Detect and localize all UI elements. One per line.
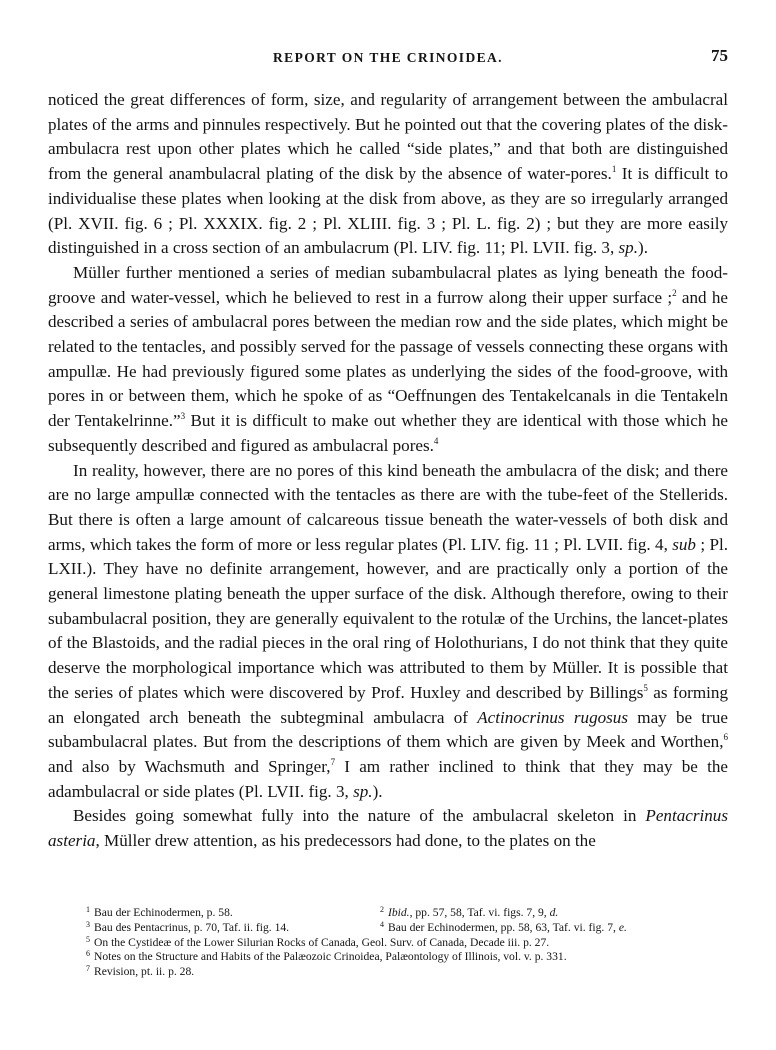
running-head: REPORT ON THE CRINOIDEA. (273, 50, 503, 65)
text-run: noticed the great differences of form, size, and regularity of arrangement between the ambulacral plates of the arms and pinnules respectively. But he pointed out that the covering plates of the disk-ambulacra rest upon other plates which he called “side plates,” and that both are distinguished from the general anambulacral plating of the disk by the absence of water-pores. (48, 90, 728, 184)
text-run: ). (372, 781, 383, 801)
footnote-mark: 3 (86, 919, 90, 929)
footnote-text: On the Cystideæ of the Lower Silurian Rocks of Canada, Geol. Surv. of Canada, Decade iii. p. 27. (94, 935, 550, 949)
body-text (48, 88, 728, 854)
text-run: ; Pl. LXII.). They have no definite arrangement, however, and are practically only a portion of the general limestone plating beneath the upper surface of the disk. Although therefore, owing to their subambulacral position, they are generally equivalent to the rotulæ of the Urchins, the lancet-plates of the Blastoids, and the radial pieces in the oral ring of Holothurians, I do not think that they quite deserve the morphological importance which was attributed to them by Müller. It is possible that the series of plates which were discovered by Prof. Huxley and described by Billings (48, 534, 729, 702)
italic-text: sub (672, 534, 696, 554)
footnote-reference: 1 (611, 164, 617, 175)
footnote-reference: 6 (723, 732, 728, 743)
footnote-mark: 2 (380, 905, 384, 914)
footnote-italic: Ibid. (388, 906, 410, 919)
footnote (380, 921, 736, 936)
footnote-row (86, 921, 736, 936)
text-run: Besides going somewhat fully into the nature of the ambulacral skeleton in (73, 806, 646, 826)
footnote-mark: 7 (86, 964, 90, 974)
footnote-text: Bau der Echinodermen, p. 58. (94, 906, 233, 919)
paragraph (48, 804, 728, 853)
paragraph (48, 88, 728, 261)
footnote-text: Bau des Pentacrinus, p. 70, Taf. ii. fig. 14. (94, 920, 290, 934)
footnote-reference: 2 (672, 287, 677, 298)
footnote (86, 906, 380, 921)
footnote-mark: 4 (380, 919, 384, 929)
italic-text: sp. (618, 238, 638, 258)
footnote (86, 921, 380, 936)
footnote-mark: 6 (86, 949, 90, 959)
text-run: may be true subambulacral plates. But from the descriptions of them which are given by Meek and Worthen, (48, 707, 728, 752)
text-run: Müller further mentioned a series of median subambulacral plates as lying beneath the food-groove and water-vessel, which he believed to rest in a furrow along their upper surface ; (48, 262, 728, 307)
footnote-mark: 1 (86, 905, 90, 914)
footnote-reference: 7 (330, 756, 336, 767)
text-run: as forming an elongated arch beneath the subtegminal ambulacra of (48, 682, 728, 727)
text-run: ). (638, 238, 648, 258)
paragraph (48, 459, 728, 805)
italic-text: Actinocrinus rugosus (477, 707, 629, 727)
text-run: It is difficult to individualise these plates when looking at the disk from above, as they are so irregularly arranged (Pl. XVII. fig. 6 ; Pl. XXXIX. fig. 2 ; Pl. XLIII. fig. 3 ; Pl. L. fig. 2) ; but they are more easily distinguished in a cross section of an ambulacrum (Pl. LIV. fig. 11; Pl. LVII. fig. 3, (48, 164, 728, 258)
text-run: , Müller drew attention, as his predecessors had done, to the plates on the (95, 831, 596, 851)
text-run: I am rather inclined to think that they may be the adambulacral or side plates (Pl. LVII. fig. 3, (48, 756, 728, 801)
footnote-reference: 3 (180, 411, 186, 422)
text-run: and he described a series of ambulacral pores between the median row and the side plates, which might be related to the tentacles, and possibly served for the passage of vessels connecting these organs with ampullæ. He had previously figured some plates as underlying the sides of the food-groove, with pores in or between them, which he spoke of as “Oeffnungen des Tentakelcanals in die Tentakeln der Tentakelrinne.” (48, 287, 728, 431)
footnote (380, 906, 736, 921)
text-run: and also by Wachsmuth and Springer, (48, 756, 331, 776)
paragraph (48, 261, 728, 459)
italic-text: sp. (353, 781, 373, 801)
footnote-text: Notes on the Structure and Habits of the Palæozoic Crinoidea, Palæontology of Illinois, vol. v. p. 331. (94, 950, 567, 964)
footnote-italic: e. (618, 920, 627, 934)
italic-text: Pentacrinus asteria (48, 806, 728, 851)
footnote-reference: 5 (643, 682, 648, 693)
footnote (86, 936, 736, 951)
footnote-italic: d. (549, 906, 559, 919)
footnote-text: Bau der Echinodermen, pp. 58, 63, Taf. vi. fig. 7, (388, 920, 619, 934)
footnotes (86, 906, 736, 980)
text-run: In reality, however, there are no pores of this kind beneath the ambulacra of the disk; and there are no large ampullæ connected with the tentacles as there are with the tube-feet of the Stellerids. But there is often a large amount of calcareous tissue beneath the water-vessels of both disk and arms, which takes the form of more or less regular plates (Pl. LIV. fig. 11 ; Pl. LVII. fig. 4, (48, 460, 728, 554)
page-number: 75 (711, 46, 728, 65)
footnote-reference: 4 (433, 435, 439, 446)
page-header (48, 46, 728, 70)
text-run: But it is difficult to make out whether they are identical with those which he subsequently described and figured as ambulacral pores. (48, 411, 728, 455)
footnote-text: Revision, pt. ii. p. 28. (94, 965, 195, 979)
footnote-mark: 5 (86, 934, 90, 944)
footnote (86, 965, 736, 980)
footnote-text: , pp. 57, 58, Taf. vi. figs. 7, 9, (409, 906, 550, 919)
footnote-row (86, 906, 736, 921)
footnote (86, 950, 736, 965)
